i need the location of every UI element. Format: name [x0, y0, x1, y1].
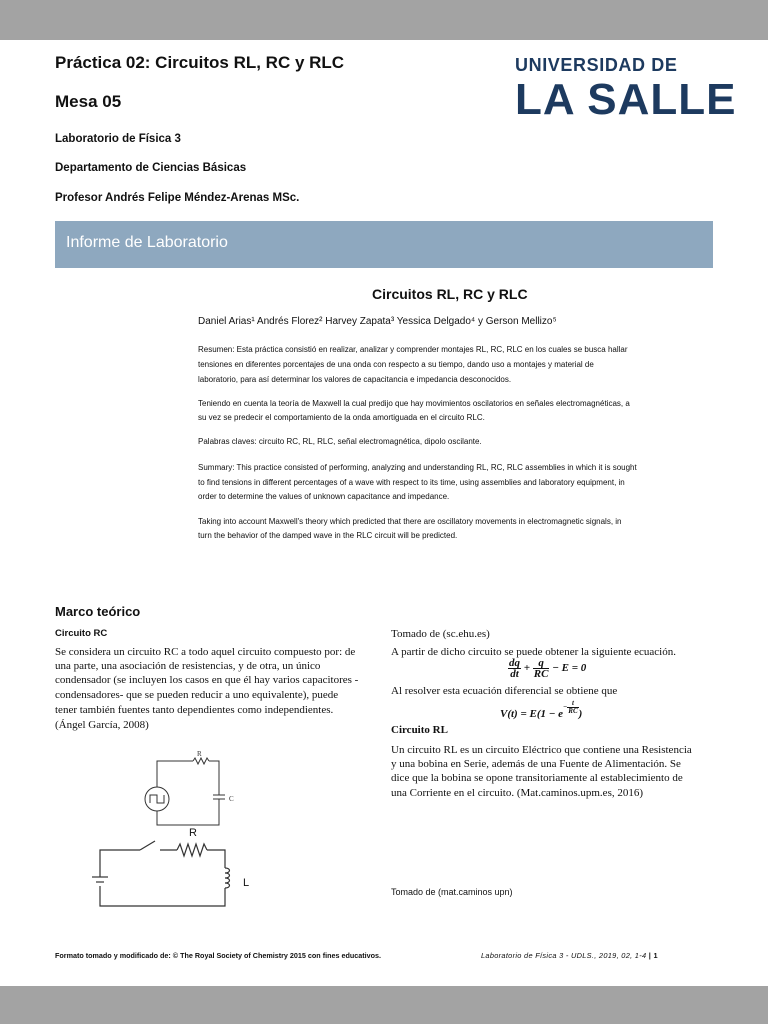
- rc-differential-equation: $\frac{dq}{dt}$ + $\frac{q}{RC}$ − E = 0: [509, 657, 587, 680]
- department-name: Departamento de Ciencias Básicas: [55, 162, 247, 174]
- rl-source-note: Tomado de (mat.caminos upn): [391, 887, 513, 897]
- rc-text-line: (Ángel García, 2008): [55, 719, 149, 731]
- maxwell-en-line: Taking into account Maxwell's theory which predicted that there are oscillatory movements in electromagnetic signals, in: [198, 517, 622, 526]
- rc-text-line: tener también fuentes tanto dependientes como independientes.: [55, 704, 334, 716]
- source-note: Tomado de (sc.ehu.es): [391, 628, 490, 640]
- rl-r-label: R: [189, 827, 197, 839]
- section-title: Marco teórico: [55, 604, 141, 619]
- page-number: | 1: [646, 951, 658, 960]
- logo-line-1: UNIVERSIDAD DE: [515, 55, 678, 75]
- rc-text-line: condensadores- que se pueden reducir a uno equivalente), puede: [55, 689, 339, 701]
- report-banner: [55, 221, 713, 268]
- mesa-label: Mesa 05: [55, 92, 122, 111]
- footer-journal: Laboratorio de Física 3 - UDLS., 2019, 02, 1-4 | 1: [481, 951, 658, 960]
- equation-intro: A partir de dicho circuito se puede obtener la siguiente ecuación.: [391, 646, 676, 658]
- rl-text-line: una Corriente en el circuito. (Mat.caminos.upm.es, 2016): [391, 787, 644, 799]
- lab-name: Laboratorio de Física 3: [55, 133, 181, 145]
- banner-text: Informe de Laboratorio: [66, 234, 228, 251]
- footer-credit: Formato tomado y modificado de: © The Royal Society of Chemistry 2015 con fines educativos.: [55, 951, 382, 960]
- rc-text-line: una parte, una asociación de resistencias, y de otra, un único: [55, 660, 321, 672]
- article-title: Circuitos RL, RC y RLC: [372, 286, 528, 302]
- rc-text-line: Se considera un circuito RC a todo aquel circuito compuesto por: de: [55, 646, 356, 658]
- rc-r-label: R: [197, 750, 202, 758]
- authors-line: Daniel Arias¹ Andrés Florez² Harvey Zapata³ Yessica Delgado⁴ y Gerson Mellizo⁵: [198, 316, 557, 327]
- rc-c-label: C: [229, 795, 234, 803]
- rl-circuit-diagram: [85, 822, 265, 914]
- summary-en-line: Summary: This practice consisted of performing, analyzing and understanding RL, RC, RLC assemblies in which it is sought: [198, 463, 637, 472]
- bottom-bar: [0, 986, 768, 1024]
- abstract-es-line: Resumen: Esta práctica consistió en realizar, analizar y comprender montajes RL, RC, RLC en los cuales se busca hallar: [198, 345, 628, 354]
- abstract-es-line: laboratorio, para así determinar los valores de capacitancia e impedancia desconocidos.: [198, 375, 512, 384]
- university-logo: [515, 55, 750, 123]
- theory-es-line: Teniendo en cuenta la teoría de Maxwell la cual predijo que hay movimientos oscilatorios en señales electromagnéticas, a: [198, 399, 630, 408]
- rc-subtitle: Circuito RC: [55, 628, 108, 639]
- rc-solution-equation: $V(t) = E(1 - e^{- \frac{t}{RC}}$ ): [500, 699, 583, 721]
- maxwell-en-line: turn the behavior of the damped wave in the RLC circuit will be predicted.: [198, 531, 458, 540]
- rc-circuit-diagram: [135, 745, 245, 830]
- rl-l-label: L: [243, 877, 250, 889]
- professor-name: Profesor Andrés Felipe Méndez-Arenas MSc.: [55, 192, 300, 204]
- abstract-es-line: tensiones en diferentes porcentajes de una onda con respecto a su tiempo, dando uso a montajes y material de: [198, 360, 594, 369]
- summary-en-line: to find tensions in different percentages of a wave with respect to its time, using assemblies and laboratory equipment, in: [198, 478, 625, 487]
- rl-text-line: Un circuito RL es un circuito Eléctrico que contiene una Resistencia: [391, 744, 692, 756]
- theory-es-line: su vez se predecir el comportamiento de la onda amortiguada en el circuito RLC.: [198, 413, 485, 422]
- logo-line-2: LA SALLE: [515, 75, 737, 124]
- solution-intro: Al resolver esta ecuación diferencial se obtiene que: [391, 685, 618, 697]
- rc-text-line: condensador (se incluyen los casos en que él hay varios capacitores -: [55, 674, 359, 686]
- top-bar: [0, 0, 768, 40]
- rl-text-line: y una bobina en Serie, además de una Fuente de Alimentación. Se: [391, 758, 681, 770]
- rl-text-line: dice que la bobina se opone transitoriamente al establecimiento de: [391, 772, 683, 784]
- summary-en-line: order to determine the values of unknown capacitance and impedance.: [198, 492, 450, 501]
- rl-subtitle: Circuito RL: [391, 724, 448, 736]
- keywords-line: Palabras claves: circuito RC, RL, RLC, señal electromagnética, dipolo oscilante.: [198, 437, 482, 446]
- practice-title: Práctica 02: Circuitos RL, RC y RLC: [55, 53, 345, 72]
